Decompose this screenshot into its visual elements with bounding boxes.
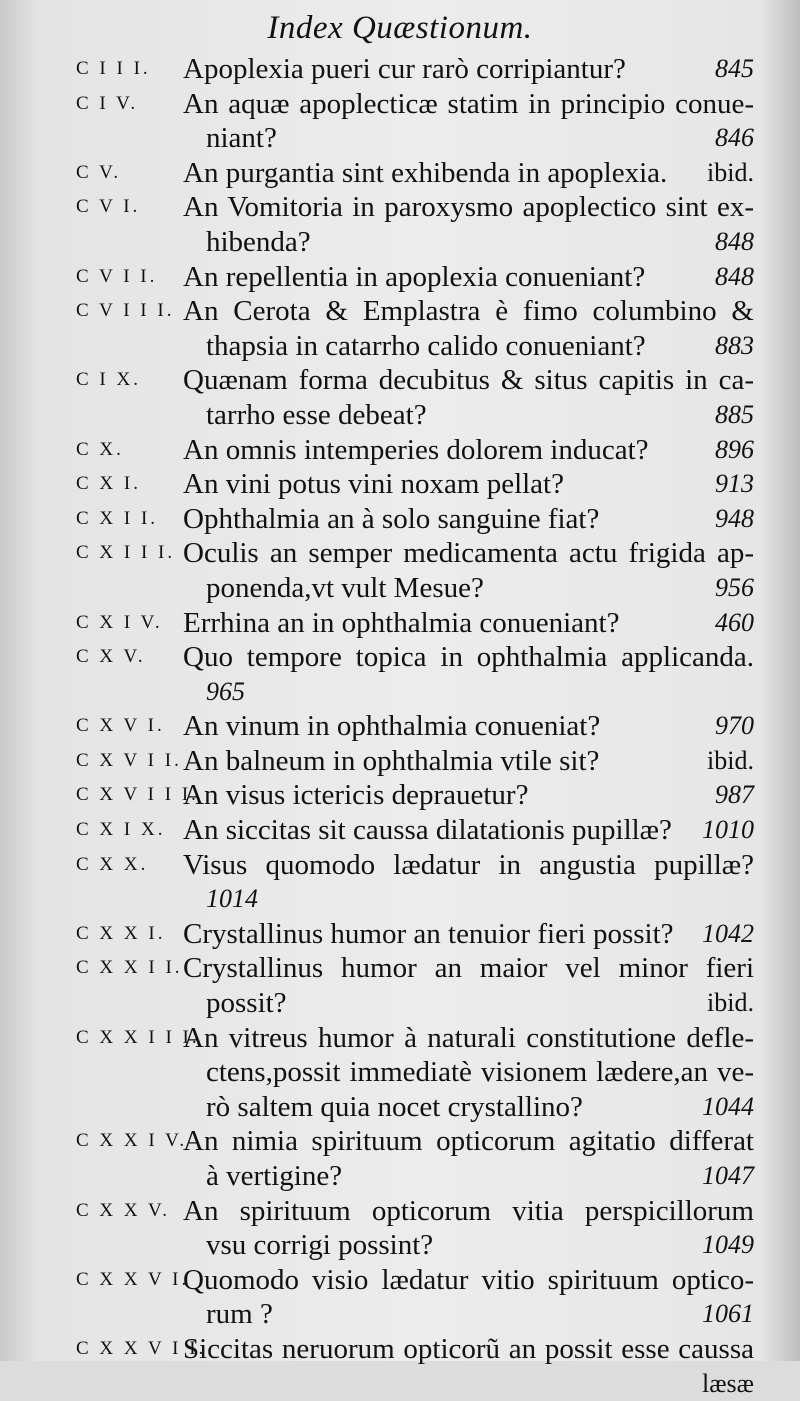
entry-line — [0, 1124, 800, 1159]
entry-line — [0, 156, 800, 191]
question-number: C X X V I I. — [76, 1337, 207, 1359]
question-text: Siccitas neruorum opticorũ an possit esse caussa — [183, 1332, 754, 1365]
page-number: 848 — [715, 261, 754, 291]
page-number: 956 — [715, 572, 754, 602]
question-text: ponenda,vt vult Mesue? — [206, 571, 484, 604]
entry-line — [0, 121, 800, 156]
question-text: An omnis intemperies dolorem inducat? — [183, 433, 649, 466]
question-number: C X. — [76, 438, 124, 460]
question-text: An Cerota & Emplastra è fimo columbino & — [183, 295, 754, 328]
entry-line — [0, 917, 800, 952]
question-text: Quænam forma decubitus & situs capitis in ca- — [183, 364, 754, 397]
page-number: 1061 — [702, 1299, 754, 1329]
question-text: Crystallinus humor an tenuior fieri possit? — [183, 917, 674, 950]
page-number: 845 — [715, 54, 754, 83]
question-text: An purgantia sint exhibenda in apoplexia. — [183, 156, 668, 189]
entry-line — [0, 260, 800, 295]
entry-line — [0, 778, 800, 813]
page-number: ibid. — [707, 988, 754, 1018]
page-number: 970 — [715, 711, 754, 741]
question-text: An spirituum opticorum vitia perspicillorum — [183, 1194, 754, 1227]
question-number: C X V I. — [76, 715, 165, 737]
question-number: C X X V. — [76, 1199, 171, 1221]
page-number: 948 — [715, 503, 754, 533]
question-number: C I X. — [76, 369, 141, 391]
index-entry — [0, 467, 800, 502]
entry-line — [0, 467, 800, 502]
question-text: An aquæ apoplecticæ statim in principio conue- — [183, 87, 754, 120]
entry-line — [0, 1332, 800, 1367]
page-number: ibid. — [707, 745, 754, 775]
question-number: C X I V. — [76, 611, 163, 633]
question-text: thapsia in catarrho calido conueniant? — [206, 329, 646, 362]
entry-line — [0, 52, 800, 87]
index-entry — [0, 363, 800, 432]
page-number: 913 — [715, 469, 754, 499]
question-text: An siccitas sit caussa dilatationis pupillæ? — [183, 814, 672, 847]
entry-line — [0, 675, 800, 710]
index-entry — [0, 778, 800, 813]
question-text: rò saltem quia nocet crystallino? — [206, 1090, 583, 1123]
question-number: C X X I V. — [76, 1130, 188, 1152]
index-entry — [0, 744, 800, 779]
entry-line — [0, 744, 800, 779]
question-text: rum ? — [206, 1298, 273, 1331]
page-number: 885 — [715, 399, 754, 429]
entry-line — [0, 363, 800, 398]
page-header: Index Quæstionum. — [267, 10, 533, 46]
index-entry — [0, 433, 800, 468]
index-entry — [0, 709, 800, 744]
entry-line — [0, 813, 800, 848]
question-number: C X I I. — [76, 507, 159, 529]
index-entry — [0, 294, 800, 363]
question-text: Oculis an semper medicamenta actu frigida ap- — [183, 537, 754, 570]
entry-line — [0, 1194, 800, 1229]
question-text: Errhina an in ophthalmia conueniant? — [183, 606, 620, 639]
index-entry — [0, 813, 800, 848]
question-text: Visus quomodo lædatur in angustia pupillæ? — [183, 848, 754, 881]
page-number: 1042 — [702, 918, 754, 948]
question-text: Apoplexia pueri cur rarò corripiantur? — [183, 53, 626, 85]
entry-line — [0, 1021, 800, 1056]
question-number: C X I. — [76, 473, 141, 495]
question-text: An repellentia in apoplexia conueniant? — [183, 260, 646, 293]
entry-line — [0, 225, 800, 260]
page-number: 965 — [206, 676, 245, 706]
page-number: ibid. — [707, 157, 754, 187]
page-number: 1010 — [702, 815, 754, 845]
index-entry — [0, 260, 800, 295]
question-number: C X X I. — [76, 922, 166, 944]
question-text: Quomodo visio lædatur vitio spirituum optico- — [183, 1263, 754, 1296]
question-number: C X X. — [76, 853, 149, 875]
question-number: C X V. — [76, 646, 146, 668]
page-number: 987 — [715, 780, 754, 810]
question-text: An balneum in ophthalmia vtile sit? — [183, 744, 600, 777]
entry-line — [0, 848, 800, 883]
index-entry — [0, 1332, 800, 1401]
entry-line — [0, 1090, 800, 1125]
page-number: 883 — [715, 330, 754, 360]
question-number: C X V I I I. — [76, 784, 199, 806]
entry-line — [0, 709, 800, 744]
question-number: C X I X. — [76, 819, 166, 841]
index-entry — [0, 87, 800, 156]
index-entry — [0, 536, 800, 605]
question-text: Ophthalmia an à solo sanguine fiat? — [183, 502, 600, 535]
entry-line — [0, 882, 800, 917]
index-entry — [0, 606, 800, 641]
question-number: C I V. — [76, 92, 139, 114]
question-text: tarrho esse debeat? — [206, 398, 427, 431]
entry-line — [0, 640, 800, 675]
entry-line — [0, 606, 800, 641]
page-number: 846 — [715, 123, 754, 153]
question-text: hibenda? — [206, 225, 311, 258]
question-number: C V I I I. — [76, 300, 175, 322]
index-entry — [0, 52, 800, 87]
index-entry — [0, 951, 800, 1020]
entry-line — [0, 536, 800, 571]
entry-line — [0, 294, 800, 329]
entry-line — [0, 1228, 800, 1263]
index-entry — [0, 917, 800, 952]
page-number: 896 — [715, 434, 754, 464]
question-text: An vitreus humor à naturali constitutione defle- — [183, 1021, 754, 1054]
question-number: C V I I. — [76, 265, 158, 287]
question-text: ctens,possit immediatè visionem lædere,an ve- — [206, 1056, 754, 1089]
question-number: C I I I. — [76, 58, 151, 79]
entry-line — [0, 329, 800, 364]
question-index-list — [0, 52, 800, 1401]
question-text: An nimia spirituum opticorum agitatio differat — [183, 1125, 754, 1158]
question-text: Quo tempore topica in ophthalmia applicanda. — [183, 641, 754, 674]
question-text: Crystallinus humor an maior vel minor fieri — [183, 952, 754, 985]
entry-line — [0, 502, 800, 537]
entry-line — [0, 190, 800, 225]
page-number: læsæ — [701, 1368, 754, 1398]
index-entry — [0, 190, 800, 259]
question-text: An vinum in ophthalmia conueniat? — [183, 710, 601, 743]
question-text: An visus ictericis deprauetur? — [183, 779, 529, 812]
page-number: 1014 — [206, 884, 258, 914]
question-number: C V I. — [76, 196, 141, 218]
question-text: niant? — [206, 122, 277, 155]
entry-line — [0, 433, 800, 468]
page-number: 1044 — [702, 1091, 754, 1121]
entry-line — [0, 1055, 800, 1090]
entry-line — [0, 1367, 800, 1401]
entry-line — [0, 571, 800, 606]
entry-line — [0, 1263, 800, 1298]
question-text: An vini potus vini noxam pellat? — [183, 468, 564, 501]
page-number: 848 — [715, 226, 754, 256]
question-text: vsu corrigi possint? — [206, 1229, 434, 1262]
index-entry — [0, 156, 800, 191]
page-number: 1047 — [702, 1161, 754, 1190]
question-text: possit? — [206, 987, 287, 1020]
entry-line — [0, 986, 800, 1021]
index-entry — [0, 1194, 800, 1263]
entry-line — [0, 398, 800, 433]
question-number: C X X I I I. — [76, 1026, 200, 1048]
entry-line — [0, 87, 800, 122]
entry-line — [0, 951, 800, 986]
question-number: C X V I I. — [76, 749, 182, 771]
page-number: 1049 — [702, 1230, 754, 1260]
question-text: An Vomitoria in paroxysmo apoplectico sint ex- — [183, 191, 754, 224]
question-number: C V. — [76, 161, 122, 183]
question-number: C X X I I. — [76, 957, 183, 979]
index-entry — [0, 502, 800, 537]
entry-line — [0, 1297, 800, 1332]
question-number: C X I I I. — [76, 542, 176, 564]
index-entry — [0, 640, 800, 709]
page-number: 460 — [715, 607, 754, 637]
entry-line — [0, 1159, 800, 1194]
question-text: à vertigine? — [206, 1160, 343, 1192]
index-entry — [0, 1124, 800, 1193]
index-entry — [0, 1021, 800, 1125]
question-number: C X X V I. — [76, 1268, 190, 1290]
index-entry — [0, 1263, 800, 1332]
index-entry — [0, 848, 800, 917]
